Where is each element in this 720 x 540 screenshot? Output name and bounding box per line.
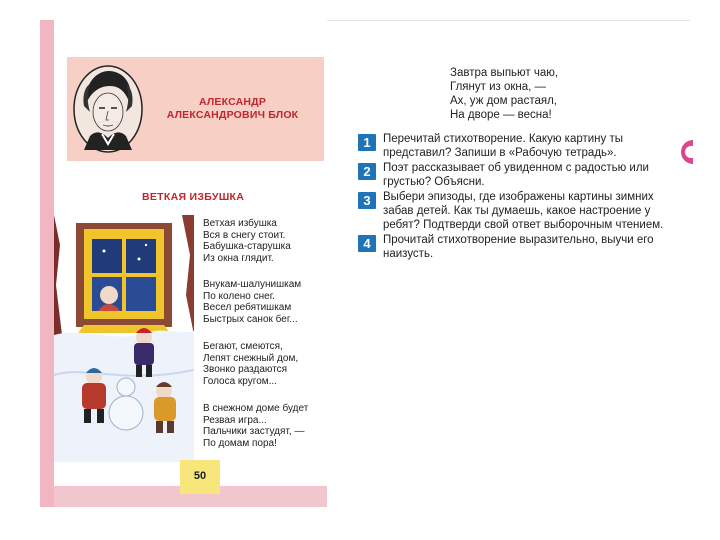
poem-line: Из окна глядит. — [203, 252, 274, 264]
task-text: Прочитай стихотворение выразительно, выучи его наизусть. — [383, 234, 654, 260]
poem-line: Пальчики застудят, — — [203, 426, 305, 438]
poem-line: На дворе — весна! — [450, 109, 552, 121]
poem-title: ВЕТКАЯ ИЗБУШКА — [142, 191, 245, 203]
poem-line: По домам пора! — [203, 437, 277, 449]
stanza-1 — [203, 218, 291, 264]
task-item — [358, 191, 676, 232]
poem-line: Ах, уж дом растаял, — [450, 95, 557, 107]
author-portrait — [72, 64, 144, 154]
poem-continuation — [450, 66, 558, 122]
poem-line: Бегают, смеются, — [203, 341, 283, 352]
poem-line: Быстрых санок бег... — [203, 313, 298, 325]
task-list — [358, 133, 676, 263]
task-number-badge: 2 — [358, 163, 376, 180]
task-number-badge: 4 — [358, 235, 376, 252]
winter-hut-illustration — [54, 215, 194, 462]
task-item — [358, 133, 676, 160]
section-tab — [681, 140, 693, 164]
poem-line: Вся в снегу стоит. — [203, 229, 286, 241]
poem-line: Бабушка-старушка — [203, 241, 291, 253]
poem-line: Резвая игра... — [203, 414, 267, 426]
task-number-badge: 1 — [358, 134, 376, 151]
poem-line: Весел ребятишкам — [203, 302, 292, 314]
task-text: Поэт рассказывает об увиденном с радостью или грустью? Объясни. — [383, 162, 649, 188]
stanza-2 — [203, 279, 301, 325]
task-item — [358, 162, 676, 189]
page-number: 50 — [193, 470, 207, 482]
poem-line: Завтра выпьют чаю, — [450, 67, 559, 79]
poem-line: Ветхая избушка — [203, 218, 277, 229]
poem-line: Звонко раздаются — [203, 364, 288, 376]
poem-line: Внукам-шалунишкам — [203, 279, 302, 290]
task-number-badge: 3 — [358, 192, 376, 209]
task-text: Выбери эпизоды, где изображены картины зимних забав детей. Как ты думаешь, какое настроение у ребят? Подтверди свой ответ выборочным чтением. — [383, 191, 664, 231]
stanza-3 — [203, 341, 298, 387]
poem-line: Голоса кругом... — [203, 375, 277, 387]
poem-line: В снежном доме будет — [203, 403, 309, 414]
poem-line: По колено снег. — [203, 290, 275, 302]
page-edge-strip — [40, 20, 54, 507]
author-name: АЛЕКСАНДР АЛЕКСАНДРОВИЧ БЛОК — [166, 96, 299, 121]
task-text: Перечитай стихотворение. Какую картину ты представил? Запиши в «Рабочую тетрадь». — [383, 133, 624, 159]
poem-line: Лепят снежный дом, — [203, 352, 299, 364]
poem-line: Глянут из окна, — — [450, 81, 547, 93]
stanza-4 — [203, 403, 308, 449]
task-item — [358, 234, 676, 261]
